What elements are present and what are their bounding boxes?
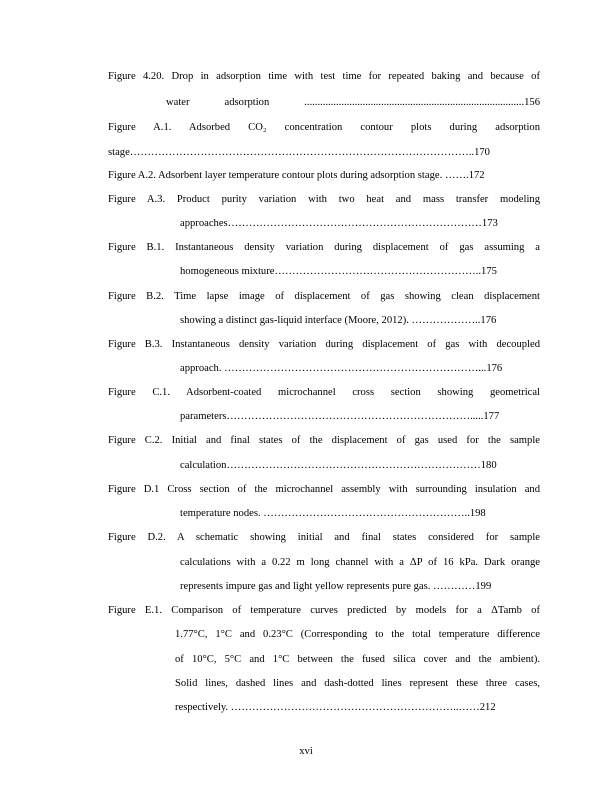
toc-entry-fig-e-1-line-1: Figure E.1. Comparison of temperature curves predicted by models for a ΔTamb of <box>108 605 540 616</box>
toc-entry-fig-b-2-line-2: showing a distinct gas-liquid interface (Moore, 2012). ………………..176 <box>180 315 497 326</box>
toc-entry-fig-b-1-line-1: Figure B.1. Instantaneous density variation during displacement of gas assuming a <box>108 242 540 253</box>
toc-entry-fig-a-2-line-1: Figure A.2. Adsorbent layer temperature contour plots during adsorption stage. …….172 <box>108 170 485 181</box>
toc-entry-fig-4-20-line-2: water adsorption ...................................................................................156 <box>166 97 540 108</box>
toc-entry-fig-d-2-line-2: calculations with a 0.22 m long channel with a ΔP of 16 kPa. Dark orange <box>180 557 540 568</box>
toc-entry-fig-a-3-line-2: approaches………………………………………………………………173 <box>180 218 498 229</box>
toc-entry-fig-e-1-line-2: 1.77°C, 1°C and 0.23°C (Corresponding to the total temperature difference <box>175 629 540 640</box>
page-number: xvi <box>299 746 313 757</box>
toc-entry-fig-a-1-line-2: stage……………………………………………………………………………………..170 <box>108 147 490 158</box>
toc-entry-fig-a-1-line-1: Figure A.1. Adsorbed CO₂ concentration contour plots during adsorption <box>108 122 540 133</box>
toc-entry-fig-e-1-line-4: Solid lines, dashed lines and dash-dotted lines represent these three cases, <box>175 678 540 689</box>
toc-entry-fig-b-2-line-1: Figure B.2. Time lapse image of displacement of gas showing clean displacement <box>108 291 540 302</box>
toc-entry-fig-c-1-line-2: parameters…………………………………………………………….....177 <box>180 411 500 422</box>
toc-entry-fig-e-1-line-5: respectively. ………………………………………………………..……212 <box>175 702 496 713</box>
toc-entry-fig-d-1-line-1: Figure D.1 Cross section of the microchannel assembly with surrounding insulation and <box>108 484 540 495</box>
toc-entry-fig-b-1-line-2: homogeneous mixture…………………………………………………..175 <box>180 266 497 277</box>
toc-entry-fig-d-2-line-1: Figure D.2. A schematic showing initial and final states considered for sample <box>108 532 540 543</box>
toc-entry-fig-a-3-line-1: Figure A.3. Product purity variation with two heat and mass transfer modeling <box>108 194 540 205</box>
toc-entry-fig-d-2-line-3: represents impure gas and light yellow represents pure gas. …………199 <box>180 581 492 592</box>
toc-entry-fig-b-3-line-1: Figure B.3. Instantaneous density variation during displacement of gas with decoupled <box>108 339 540 350</box>
toc-entry-fig-c-2-line-2: calculation………………………………………………………………180 <box>180 460 497 471</box>
toc-entry-fig-e-1-line-3: of 10°C, 5°C and 1°C between the fused silica cover and the ambient). <box>175 654 540 665</box>
toc-entry-fig-c-1-line-1: Figure C.1. Adsorbent-coated microchannel cross section showing geometrical <box>108 387 540 398</box>
toc-entry-fig-4-20-line-1: Figure 4.20. Drop in adsorption time with test time for repeated baking and because of <box>108 71 540 82</box>
toc-entry-fig-c-2-line-1: Figure C.2. Initial and final states of the displacement of gas used for the sample <box>108 435 540 446</box>
toc-entry-fig-b-3-line-2: approach. ………………………………………………………………...176 <box>180 363 503 374</box>
toc-entry-fig-d-1-line-2: temperature nodes. …………………………………………………..198 <box>180 508 486 519</box>
